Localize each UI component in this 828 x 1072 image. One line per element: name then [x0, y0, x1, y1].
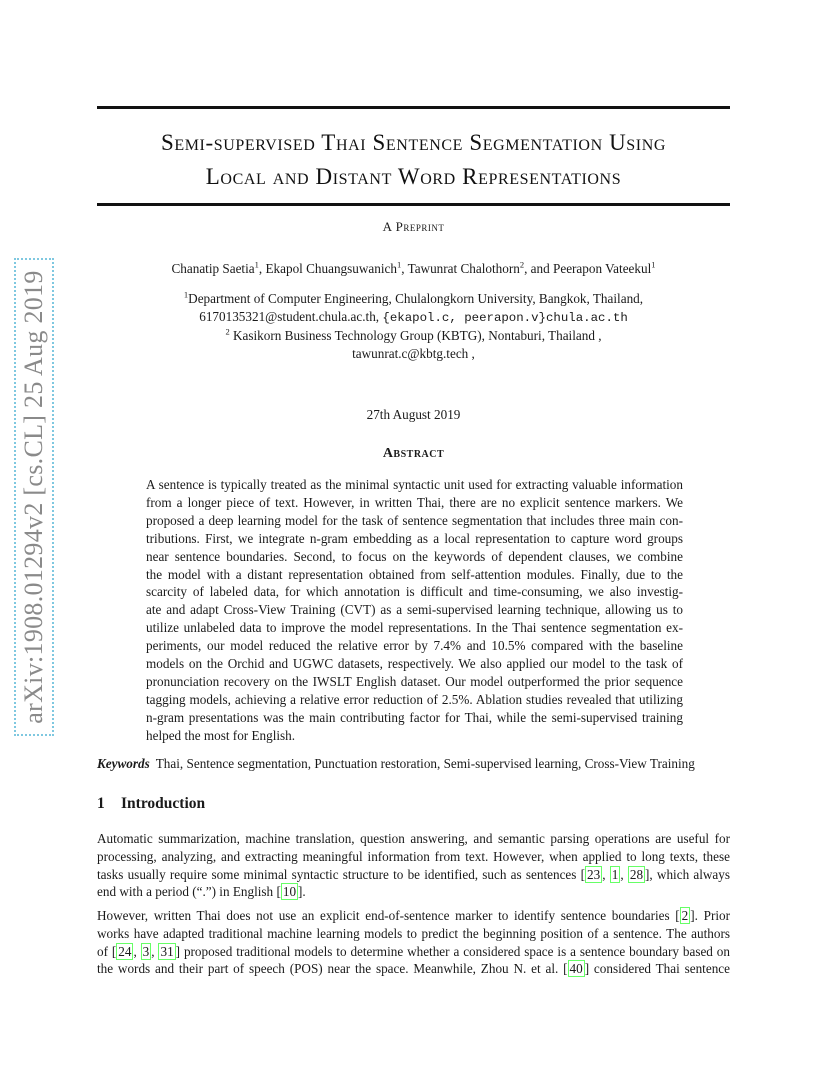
citation-link[interactable]: 31 — [160, 943, 174, 959]
text-run: the words and their part of speech (POS) near the space. Meanwhile, Zhou N. et al. [ — [97, 961, 568, 977]
paper-date: 27th August 2019 — [366, 407, 461, 422]
author-affiliation-mark: 1 — [254, 259, 259, 270]
citation-link[interactable]: 28 — [629, 866, 644, 882]
text-run: tasks usually require some minimal syntactic structure to be identified, such as sentences [ — [97, 866, 586, 882]
author-name: Chanatip Saetia — [171, 261, 255, 276]
abstract-line: pronunciation recovery on the IWSLT English dataset. Our model outperformed the prior sequence — [146, 673, 683, 689]
affiliation-mark: 1 — [183, 289, 189, 300]
abstract-line: tributions. First, we integrate n-gram embedding as a local representation to capture word groups — [146, 530, 683, 546]
email-mono: {ekapol.c, peerapon.v}chula.ac.th — [382, 311, 628, 325]
text-run: ] proposed traditional models to determine whether a considered space is a sentence boundary based on — [175, 943, 730, 959]
paragraph-line: processing, analyzing, and extracting meaningful information from text. However, when applied to long texts, these — [97, 848, 730, 864]
text-run: of [ — [97, 943, 117, 959]
text-run: ], which always — [645, 866, 730, 882]
keywords-label: Keywords — [97, 756, 150, 771]
affiliation-1 — [97, 290, 730, 308]
author-separator: , and — [524, 261, 553, 276]
affiliations — [97, 290, 730, 363]
abstract-line: from a longer piece of text. However, in written Thai, there are no explicit sentence markers. We — [146, 494, 683, 510]
intro-paragraph-2 — [97, 907, 730, 978]
paragraph-line — [97, 883, 730, 901]
citation-link[interactable]: 1 — [611, 866, 619, 882]
paper-title — [97, 126, 730, 194]
affiliation-1-emails — [97, 308, 730, 327]
abstract-line: A sentence is typically treated as the minimal syntactic unit used for extracting valuable information — [146, 477, 683, 492]
author-separator: , — [258, 261, 266, 276]
abstract-line: helped the most for English. — [146, 727, 296, 743]
section-title: Introduction — [121, 795, 206, 812]
paragraph-line — [97, 866, 730, 884]
title-rule-bottom — [97, 203, 730, 206]
citation-link[interactable]: 24 — [118, 943, 132, 959]
preprint-label: A Preprint — [382, 219, 445, 234]
author-list — [97, 261, 730, 277]
abstract-line: proposed a deep learning model for the task of sentence segmentation that includes three main con- — [146, 512, 683, 528]
citation-separator: , — [151, 943, 159, 959]
paragraph-line — [97, 960, 730, 978]
abstract-line: the model with a distant representation obtained from self-attention modules. Finally, due to the — [146, 566, 683, 582]
abstract-body — [146, 476, 683, 745]
abstract-line: scarcity of labeled data, for which annotation is difficult and time-consuming, we also investig- — [146, 584, 683, 600]
paragraph-line: Automatic summarization, machine translation, question answering, and semantic parsing operations are useful for — [97, 831, 730, 846]
affiliation-2-text: Kasikorn Business Technology Group (KBTG), Nontaburi, Thailand , — [229, 328, 602, 343]
title-rule-top — [97, 106, 730, 109]
abstract-line: utilize unlabeled data to improve the model representations. In the Thai sentence segmentation ex- — [146, 620, 683, 636]
author-affiliation-mark: 1 — [651, 259, 656, 270]
author-affiliation-mark: 1 — [396, 259, 402, 270]
title-line-2: Local and Distant Word Representations — [205, 164, 622, 189]
title-line-1: Semi-supervised Thai Sentence Segmentation Using — [160, 130, 667, 155]
author-name: Peerapon Vateekul — [553, 261, 652, 276]
abstract-line: near sentence boundaries. Second, to focus on the keywords of dependent clauses, we combine — [146, 548, 683, 564]
citation-link[interactable]: 23 — [587, 866, 601, 882]
abstract-line: ate and adapt Cross-View Training (CVT) as a semi-supervised learning technique, allowing us to — [146, 602, 683, 618]
keywords-text: Thai, Sentence segmentation, Punctuation restoration, Semi-supervised learning, Cross-View Training — [155, 756, 695, 771]
author-affiliation-mark: 2 — [519, 259, 525, 270]
text-run: ] considered Thai sentence — [584, 961, 731, 977]
abstract-heading: Abstract — [382, 446, 445, 461]
author-name: Ekapol Chuangsuwanich — [265, 261, 397, 276]
paragraph-line — [97, 907, 730, 925]
intro-paragraph-1 — [97, 830, 730, 901]
abstract-line: tagging models, achieving a relative error reduction of 2.5%. Ablation studies revealed that utilizing — [146, 691, 683, 707]
abstract-line: n-gram presentations was the main contributing factor for Thai, while the semi-supervised training — [146, 709, 683, 725]
section-number: 1 — [97, 795, 105, 812]
citation-link[interactable]: 40 — [569, 961, 583, 977]
author-name: Tawunrat Chalothorn — [407, 261, 520, 276]
abstract-line: models on the Orchid and UGWC datasets, respectively. We also applied our model to the task of — [146, 656, 683, 672]
affiliation-mark: 2 — [225, 326, 230, 337]
citation-link[interactable]: 2 — [681, 908, 689, 923]
paragraph-line — [97, 943, 730, 961]
arxiv-stamp[interactable]: arXiv:1908.01294v2 [cs.CL] 25 Aug 2019 — [19, 270, 48, 724]
citation-link[interactable]: 3 — [142, 943, 150, 959]
author-separator: , — [401, 261, 408, 276]
keywords — [97, 756, 730, 772]
affiliation-2 — [97, 327, 730, 345]
email-plain: 6170135321@student.chula.ac.th, — [199, 309, 383, 324]
citation-separator: , — [133, 943, 141, 959]
citation-separator: , — [620, 866, 628, 882]
abstract-line: periments, our model reduced the relative error by 7.4% and 10.5% compared with the baseline — [146, 638, 683, 654]
text-run: end with a period (“.”) in English [ — [97, 884, 281, 900]
affiliation-1-text: Department of Computer Engineering, Chulalongkorn University, Bangkok, Thailand, — [188, 291, 644, 306]
affiliation-2-email: tawunrat.c@kbtg.tech , — [352, 346, 475, 361]
text-run: However, written Thai does not use an explicit end-of-sentence marker to identify sentence boundaries [ — [97, 908, 680, 923]
text-run: ]. Prior — [690, 908, 730, 923]
section-heading-introduction — [97, 795, 730, 813]
text-run: ]. — [298, 884, 306, 900]
citation-separator: , — [602, 866, 610, 882]
citation-link[interactable]: 10 — [282, 884, 297, 900]
paragraph-line: works have adapted traditional machine learning models to predict the beginning position of a sentence. The authors — [97, 925, 730, 941]
